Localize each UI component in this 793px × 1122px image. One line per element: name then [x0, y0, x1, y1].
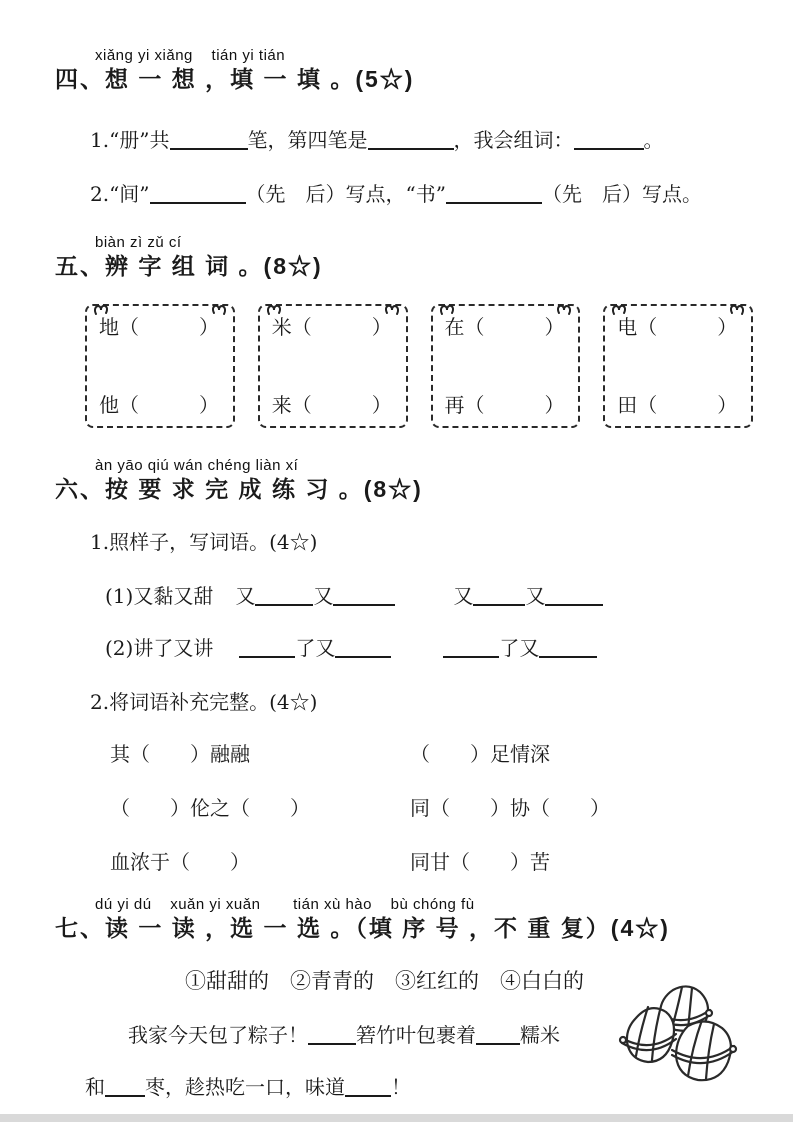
box-word-top: 米（ ）: [271, 315, 392, 339]
word-completion-item: 血浓于（ ）: [110, 850, 250, 874]
subsection-title: 1.照样子，写词语。(4☆): [90, 530, 318, 554]
worksheet-content: [55, 0, 753, 1100]
pinyin-annotation: biàn zì zǔ cí: [95, 234, 182, 251]
fill-blank-line: 和 枣，趁热吃一口，味道 ！: [85, 1075, 411, 1099]
box-word-top: 在（ ）: [444, 315, 565, 339]
word-completion-row: [55, 795, 753, 821]
section-heading: 四、想 一 想 ，填 一 填 。(5☆): [55, 66, 415, 92]
character-box: [431, 304, 581, 428]
word-completion-row: [55, 741, 753, 767]
spiral-curl-icon: [202, 298, 228, 320]
spiral-curl-icon: [438, 298, 464, 320]
fill-blank-line: 我家今天包了粽子！ 箬竹叶包裹着 糯米: [128, 1023, 560, 1047]
character-box: [85, 304, 235, 428]
box-word-bottom: 再（ ）: [444, 393, 565, 417]
section-heading: 七、读 一 读 ，选 一 选 。（填 序 号 ，不 重 复）(4☆): [55, 915, 670, 941]
box-word-top: 地（ ）: [99, 315, 219, 339]
word-completion-item: （ ）足情深: [410, 742, 550, 766]
pinyin-annotation: dú yi dú xuǎn yi xuǎn tián xù hào bù chóng fù: [95, 896, 475, 913]
fill-blank-line: 1.“册”共 笔，第四笔是 ，我会组词： 。: [90, 128, 664, 152]
section-six: [55, 458, 753, 875]
section-heading: 五、辨 字 组 词 。(8☆): [55, 253, 323, 279]
spiral-curl-icon: [375, 298, 401, 320]
pinyin-annotation: xiǎng yi xiǎng tián yi tián: [95, 47, 286, 64]
character-box: [258, 304, 408, 428]
box-word-bottom: 田（ ）: [617, 393, 738, 417]
answer-options: ①甜甜的 ②青青的 ③红红的 ④白白的: [185, 969, 584, 993]
word-completion-row: [55, 849, 753, 875]
spiral-curl-icon: [92, 298, 118, 320]
word-completion-item: 同（ ）协（ ）: [410, 796, 610, 820]
section-four: [55, 48, 753, 207]
box-word-bottom: 来（ ）: [271, 393, 392, 417]
spiral-curl-icon: [720, 298, 746, 320]
section-heading: 六、按 要 求 完 成 练 习 。(8☆): [55, 476, 423, 502]
pinyin-annotation: àn yāo qiú wán chéng liàn xí: [95, 457, 299, 474]
spiral-curl-icon: [610, 298, 636, 320]
word-completion-item: 同甘（ ）苦: [410, 850, 550, 874]
character-boxes-row: [85, 304, 753, 428]
fill-blank-line: (2)讲了又讲 了又 了又: [105, 635, 753, 661]
word-completion-item: （ ）伦之（ ）: [110, 796, 310, 820]
spiral-curl-icon: [547, 298, 573, 320]
box-word-top: 电（ ）: [617, 315, 738, 339]
zongzi-dumplings-illustration: [610, 980, 748, 1102]
box-word-bottom: 他（ ）: [99, 393, 219, 417]
section-five: [55, 235, 753, 428]
spiral-curl-icon: [265, 298, 291, 320]
subsection-title: 2.将词语补充完整。(4☆): [90, 690, 318, 714]
fill-blank-line: (1)又黏又甜 又 又 又 又: [105, 583, 753, 609]
character-box: [603, 304, 753, 428]
fill-blank-line: 2.“间” （先 后）写点，“书” （先 后）写点。: [90, 182, 702, 206]
scan-edge-artifact: [0, 1114, 793, 1122]
word-completion-item: 其（ ）融融: [110, 742, 250, 766]
